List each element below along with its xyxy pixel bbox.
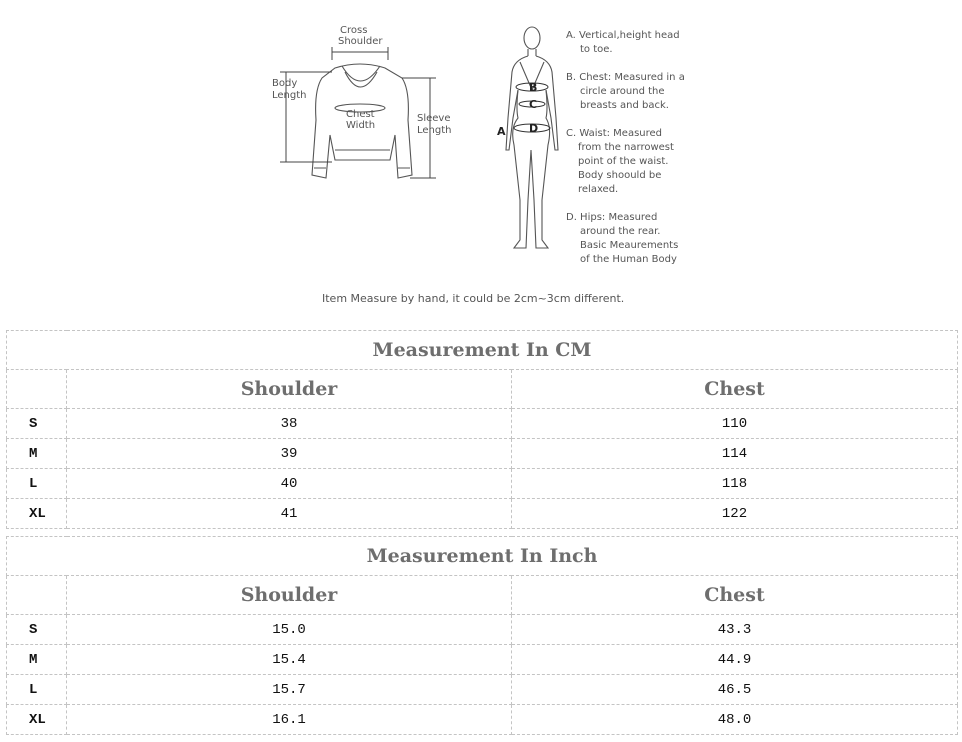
chest-cell: 122 — [512, 499, 958, 529]
size-cell: S — [7, 409, 67, 439]
point-d: D — [529, 122, 539, 135]
note-c-5: relaxed. — [578, 184, 619, 195]
table-inch — [6, 536, 958, 735]
measurement-diagram — [0, 0, 962, 320]
chest-cell: 44.9 — [512, 645, 958, 675]
shoulder-cell: 15.4 — [67, 645, 512, 675]
point-c: C — [529, 98, 538, 111]
chest-cell: 48.0 — [512, 705, 958, 735]
table-row — [7, 675, 958, 705]
shoulder-cell: 16.1 — [67, 705, 512, 735]
note-d-4: of the Human Body — [580, 254, 677, 265]
shoulder-cell: 15.0 — [67, 615, 512, 645]
note-b-3: breasts and back. — [580, 100, 669, 111]
chest-cell: 118 — [512, 469, 958, 499]
label-cross-shoulder-2: Shoulder — [338, 36, 383, 47]
label-sleeve-length-2: Length — [417, 125, 452, 136]
point-b: B — [529, 81, 538, 94]
table-row — [7, 615, 958, 645]
note-d-1: D. Hips: Measured — [566, 212, 658, 223]
human-body-illustration — [506, 27, 558, 248]
size-cell: XL — [7, 499, 67, 529]
chest-cell: 43.3 — [512, 615, 958, 645]
size-cell: M — [7, 439, 67, 469]
shoulder-cell: 39 — [67, 439, 512, 469]
size-cell: S — [7, 615, 67, 645]
table-row — [7, 409, 958, 439]
table-row — [7, 439, 958, 469]
table-row — [7, 645, 958, 675]
label-cross-shoulder-1: Cross — [340, 25, 368, 36]
note-c-3: point of the waist. — [578, 156, 669, 167]
note-b-2: circle around the — [580, 86, 665, 97]
label-body-length-2: Length — [272, 90, 307, 101]
measurement-notes — [566, 30, 685, 265]
point-a: A — [497, 125, 506, 138]
table-row — [7, 469, 958, 499]
table-title-cm: Measurement In CM — [7, 331, 958, 370]
label-chest-width-1: Chest — [346, 109, 375, 120]
note-b-1: B. Chest: Measured in a — [566, 72, 685, 83]
shoulder-cell: 38 — [67, 409, 512, 439]
header-chest: Chest — [512, 370, 958, 409]
size-cell: L — [7, 469, 67, 499]
header-shoulder: Shoulder — [67, 370, 512, 409]
table-title-inch: Measurement In Inch — [7, 537, 958, 576]
note-a-1: A. Vertical,height head — [566, 30, 680, 41]
header-size — [7, 576, 67, 615]
note-d-2: around the rear. — [580, 226, 661, 237]
label-chest-width-2: Width — [346, 120, 376, 131]
note-c-4: Body shoould be — [578, 170, 662, 181]
size-cell: M — [7, 645, 67, 675]
header-chest: Chest — [512, 576, 958, 615]
header-size — [7, 370, 67, 409]
size-cell: L — [7, 675, 67, 705]
note-c-1: C. Waist: Measured — [566, 128, 663, 139]
table-cm — [6, 330, 958, 529]
table-row — [7, 499, 958, 529]
chest-cell: 114 — [512, 439, 958, 469]
shoulder-cell: 15.7 — [67, 675, 512, 705]
chest-cell: 110 — [512, 409, 958, 439]
caption: Item Measure by hand, it could be 2cm~3cm different. — [322, 292, 625, 305]
note-d-3: Basic Meaurements — [580, 240, 679, 251]
note-a-2: to toe. — [580, 44, 613, 55]
label-body-length-1: Body — [272, 78, 298, 89]
note-c-2: from the narrowest — [578, 142, 674, 153]
chest-cell: 46.5 — [512, 675, 958, 705]
shoulder-cell: 41 — [67, 499, 512, 529]
table-row — [7, 705, 958, 735]
shoulder-cell: 40 — [67, 469, 512, 499]
label-sleeve-length-1: Sleeve — [417, 113, 451, 124]
header-shoulder: Shoulder — [67, 576, 512, 615]
size-cell: XL — [7, 705, 67, 735]
